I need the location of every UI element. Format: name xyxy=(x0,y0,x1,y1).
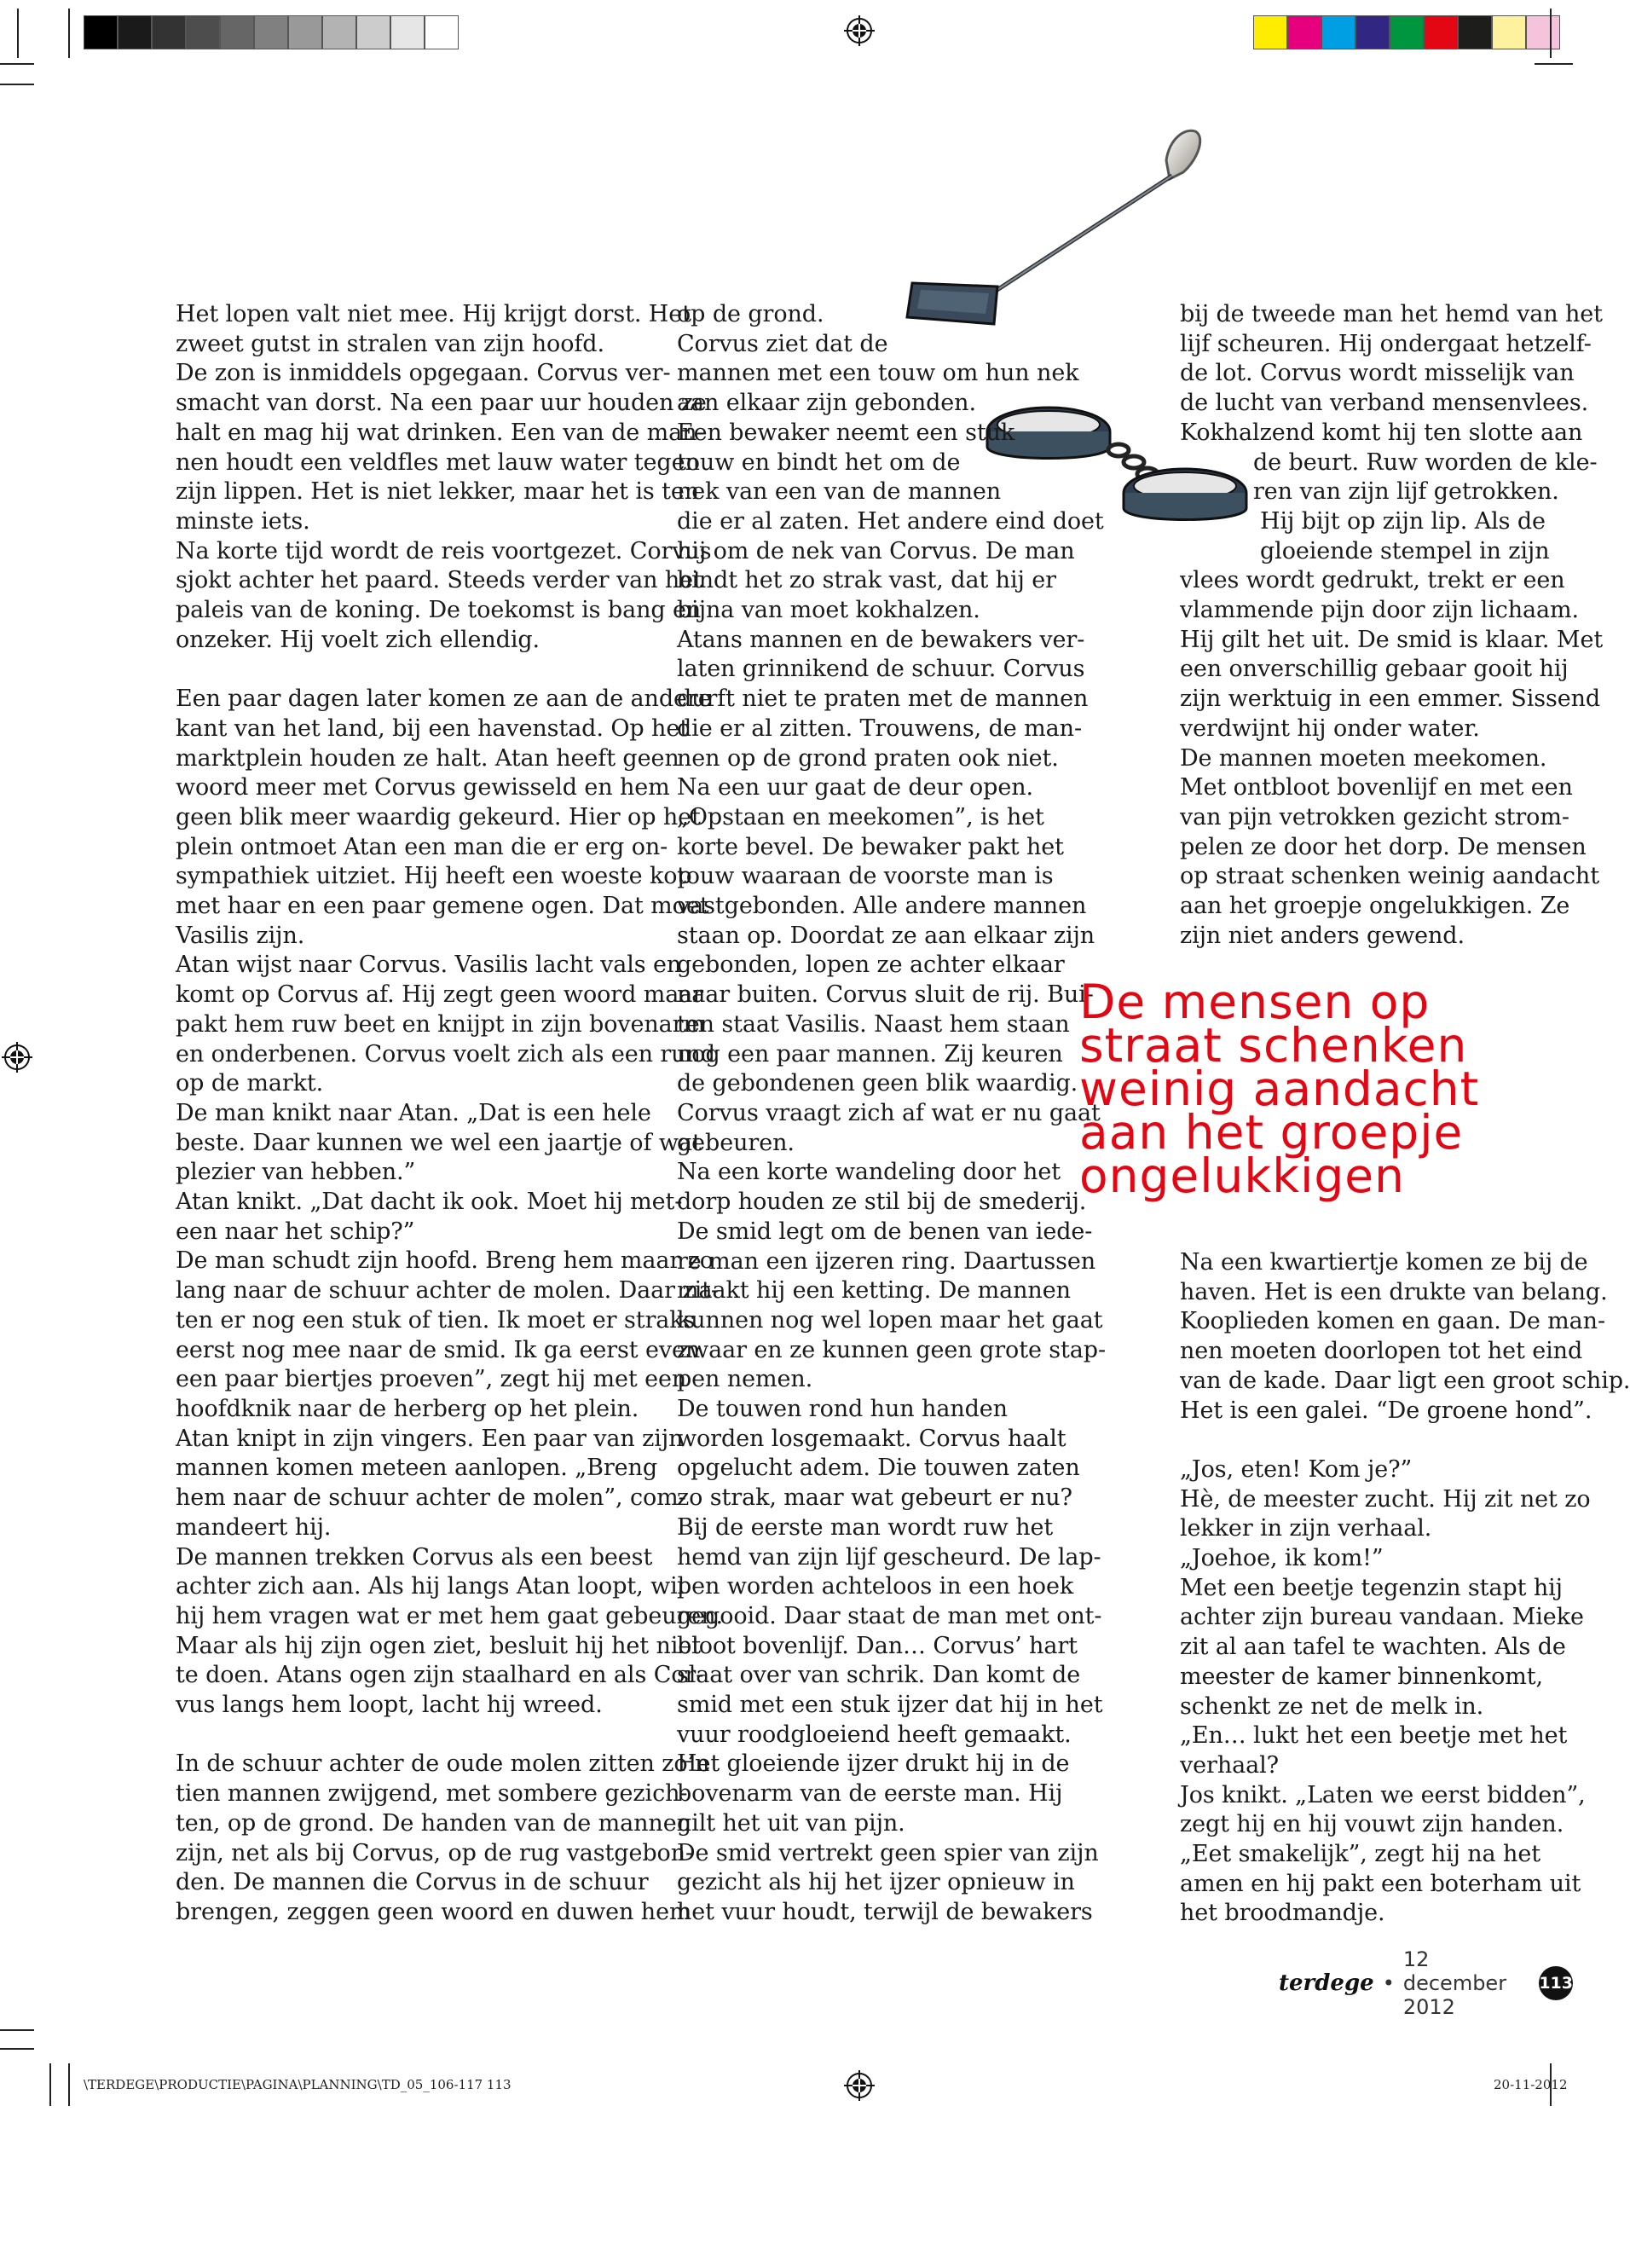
pull-quote-line: aan het groepje xyxy=(1079,1105,1464,1160)
text-line: bij de tweede man het hemd van het xyxy=(1180,301,1603,327)
article-column-right-bottom xyxy=(1180,1248,1630,1929)
text-line: gilt het uit van pijn. xyxy=(677,1809,905,1837)
crop-mark xyxy=(0,84,34,85)
text-line: Na een korte wandeling door het xyxy=(677,1159,1061,1186)
text-line: achter zijn bureau vandaan. Mieke xyxy=(1180,1604,1584,1631)
text-line: staan op. Doordat ze aan elkaar zijn xyxy=(677,922,1095,949)
footer-separator: • xyxy=(1382,1971,1395,1995)
text-line: De smid vertrekt geen spier van zijn xyxy=(677,1839,1099,1866)
text-line: de lot. Corvus wordt misselijk van xyxy=(1180,360,1575,387)
color-swatch xyxy=(152,15,186,49)
text-line: haven. Het is een drukte van belang. xyxy=(1180,1278,1608,1305)
text-line: De mannen trekken Corvus als een beest xyxy=(176,1543,653,1571)
text-line: het vuur houdt, terwijl de bewakers xyxy=(677,1898,1093,1925)
registration-target-icon xyxy=(844,15,875,46)
color-swatch xyxy=(1458,15,1492,49)
text-line: ren van zijn lijf getrokken. xyxy=(1253,478,1559,506)
text-line: achter zich aan. Als hij langs Atan loopt, wil xyxy=(176,1573,685,1600)
text-line: die er al zitten. Trouwens, de man- xyxy=(677,715,1082,742)
color-swatch xyxy=(425,15,459,49)
text-line: zweet gutst in stralen van zijn hoofd. xyxy=(176,330,604,357)
color-swatch xyxy=(84,15,118,49)
text-line: Hè, de meester zucht. Hij zit net zo xyxy=(1180,1485,1591,1513)
crop-mark xyxy=(0,63,34,65)
text-line: touw waaraan de voorste man is xyxy=(677,863,1054,890)
text-line: ten staat Vasilis. Naast hem staan xyxy=(677,1010,1070,1038)
text-line: zijn, net als bij Corvus, op de rug vastgebon- xyxy=(176,1839,694,1866)
text-line: korte bevel. De bewaker pakt het xyxy=(677,833,1064,860)
text-line: Met ontbloot bovenlijf en met een xyxy=(1180,774,1573,801)
text-line: zo strak, maar wat gebeurt er nu? xyxy=(677,1484,1072,1512)
color-swatch xyxy=(186,15,220,49)
color-swatch xyxy=(1253,15,1287,49)
color-swatch xyxy=(1492,15,1526,49)
text-line: gebonden, lopen ze achter elkaar xyxy=(677,952,1065,979)
text-line: mandeert hij. xyxy=(176,1513,332,1541)
color-swatch xyxy=(1390,15,1424,49)
text-line: die er al zaten. Het andere eind doet xyxy=(677,507,1104,535)
text-line: mannen komen meteen aanlopen. „Breng xyxy=(176,1455,658,1482)
text-line: De man knikt naar Atan. „Dat is een hele xyxy=(176,1099,651,1126)
text-line: De mannen moeten meekomen. xyxy=(1180,744,1547,772)
issue-date: 12 december 2012 xyxy=(1402,1947,1507,2019)
text-line: Hij bijt op zijn lip. Als de xyxy=(1260,507,1546,535)
text-line: De smid legt om de benen van iede- xyxy=(677,1218,1093,1245)
registration-target-icon xyxy=(844,2070,875,2101)
crop-mark xyxy=(0,2048,34,2050)
text-line: aan het groepje ongelukkigen. Ze xyxy=(1180,893,1570,920)
text-line: kunnen nog wel lopen maar het gaat xyxy=(677,1306,1103,1334)
text-line xyxy=(176,655,723,685)
text-line: te doen. Atans ogen zijn staalhard en als Cor- xyxy=(176,1662,704,1689)
text-line: Atan wijst naar Corvus. Vasilis lacht vals en xyxy=(176,952,682,979)
text-line: Na een kwartiertje komen ze bij de xyxy=(1180,1249,1588,1276)
text-line: De zon is inmiddels opgegaan. Corvus ver- xyxy=(176,360,671,387)
text-line: lijf scheuren. Hij ondergaat hetzelf- xyxy=(1180,330,1592,357)
text-line: „Eet smakelijk”, zegt hij na het xyxy=(1180,1841,1540,1868)
text-line: touw en bindt het om de xyxy=(677,448,961,476)
text-line: „En… lukt het een beetje met het xyxy=(1180,1722,1568,1750)
text-line: mannen met een touw om hun nek xyxy=(677,360,1079,387)
color-swatch xyxy=(1526,15,1560,49)
text-line: De touwen rond hun handen xyxy=(677,1396,1008,1423)
color-swatch xyxy=(356,15,390,49)
text-line: slaat over van schrik. Dan komt de xyxy=(677,1662,1081,1689)
crop-mark xyxy=(68,2063,70,2106)
text-line: beste. Daar kunnen we wel een jaartje of wat xyxy=(176,1129,702,1156)
text-line: durft niet te praten met de mannen xyxy=(677,686,1089,713)
text-line: kant van het land, bij een havenstad. Op het xyxy=(176,715,689,742)
text-line: Een paar dagen later komen ze aan de andere xyxy=(176,686,712,713)
color-swatch xyxy=(220,15,254,49)
text-line: opgelucht adem. Die touwen zaten xyxy=(677,1455,1080,1482)
text-line: gezicht als hij het ijzer opnieuw in xyxy=(677,1869,1075,1896)
text-line: zegt hij en hij vouwt zijn handen. xyxy=(1180,1811,1564,1838)
color-swatch xyxy=(1287,15,1321,49)
pull-quote-line: weinig aandacht xyxy=(1079,1062,1480,1116)
text-line: „Jos, eten! Kom je?” xyxy=(1180,1455,1413,1483)
grayscale-calibration-bar xyxy=(84,15,459,49)
text-line: hij hem vragen wat er met hem gaat gebeuren. xyxy=(176,1602,723,1629)
page-number: 113 xyxy=(1539,1966,1573,2000)
text-line: halt en mag hij wat drinken. Een van de man- xyxy=(176,419,705,446)
text-line: In de schuur achter de oude molen zitten zo’n xyxy=(176,1750,710,1778)
text-line: „Opstaan en meekomen”, is het xyxy=(677,803,1044,830)
text-line: bindt het zo strak vast, dat hij er xyxy=(677,567,1056,594)
text-line: onzeker. Hij voelt zich ellendig. xyxy=(176,626,540,653)
text-line: Vasilis zijn. xyxy=(176,922,305,949)
crop-mark xyxy=(17,9,19,58)
text-line: bloot bovenlijf. Dan… Corvus’ hart xyxy=(677,1632,1078,1659)
text-line: lekker in zijn verhaal. xyxy=(1180,1515,1432,1542)
text-line: op straat schenken weinig aandacht xyxy=(1180,863,1599,890)
text-line: amen en hij pakt een boterham uit xyxy=(1180,1870,1581,1897)
color-swatch xyxy=(1424,15,1458,49)
text-line: met haar en een paar gemene ogen. Dat moet xyxy=(176,893,709,920)
text-line: Na korte tijd wordt de reis voortgezet. Corvus xyxy=(176,537,712,564)
pull-quote xyxy=(1079,975,1480,1203)
text-line: Na een uur gaat de deur open. xyxy=(677,774,1033,801)
text-line: Atan knipt in zijn vingers. Een paar van zijn xyxy=(176,1425,684,1452)
text-line: brengen, zeggen geen woord en duwen hem xyxy=(176,1898,691,1925)
text-line xyxy=(1180,1426,1630,1455)
text-line: ten, op de grond. De handen van de mannen xyxy=(176,1809,691,1837)
slug-date: 20-11-2012 xyxy=(1494,2077,1568,2092)
text-line: re man een ijzeren ring. Daartussen xyxy=(677,1247,1096,1275)
text-line: lang naar de schuur achter de molen. Daar zit- xyxy=(176,1277,719,1305)
text-line: smid met een stuk ijzer dat hij in het xyxy=(677,1692,1103,1719)
text-line: De man schudt zijn hoofd. Breng hem maar zo xyxy=(176,1247,714,1275)
text-line: laten grinnikend de schuur. Corvus xyxy=(677,656,1085,683)
pull-quote-line: straat schenken xyxy=(1079,1018,1468,1073)
text-line: smacht van dorst. Na een paar uur houden ze xyxy=(176,390,707,417)
text-line: „Joehoe, ik kom!” xyxy=(1180,1545,1384,1572)
text-line: Corvus vraagt zich af wat er nu gaat xyxy=(677,1099,1101,1126)
article-column-middle xyxy=(677,300,1106,1928)
text-line: Maar als hij zijn ogen ziet, besluit hij het niet xyxy=(176,1632,701,1659)
text-line: zijn niet anders gewend. xyxy=(1180,922,1465,949)
text-line: Hij gilt het uit. De smid is klaar. Met xyxy=(1180,626,1604,653)
color-swatch xyxy=(322,15,356,49)
text-line: Een bewaker neemt een stuk xyxy=(677,419,1015,446)
text-line: paleis van de koning. De toekomst is bang en xyxy=(176,597,702,624)
text-line: zit al aan tafel te wachten. Als de xyxy=(1180,1634,1566,1661)
crop-mark xyxy=(1535,63,1573,65)
text-line: vlammende pijn door zijn lichaam. xyxy=(1180,597,1580,624)
text-line: sympathiek uitziet. Hij heeft een woeste kop xyxy=(176,863,692,890)
text-line: Atan knikt. „Dat dacht ik ook. Moet hij met- xyxy=(176,1189,683,1216)
text-line: op de grond. xyxy=(677,301,824,327)
text-line: en onderbenen. Corvus voelt zich als een rund xyxy=(176,1040,715,1067)
text-line: zwaar en ze kunnen geen grote stap- xyxy=(677,1336,1107,1363)
text-line: nog een paar mannen. Zij keuren xyxy=(677,1040,1063,1067)
text-line: nek van een van de mannen xyxy=(677,478,1002,506)
text-line: pen nemen. xyxy=(677,1366,813,1393)
color-calibration-bar xyxy=(1253,15,1560,49)
color-swatch xyxy=(1355,15,1390,49)
text-line: schenkt ze net de melk in. xyxy=(1180,1692,1484,1720)
text-line: hem naar de schuur achter de molen”, com- xyxy=(176,1484,686,1512)
pull-quote-line: De mensen op xyxy=(1079,975,1431,1029)
text-line: gloeiende stempel in zijn xyxy=(1260,537,1550,564)
text-line: Het gloeiende ijzer drukt hij in de xyxy=(677,1750,1070,1778)
text-line: zijn lippen. Het is niet lekker, maar het is ten xyxy=(176,478,700,506)
text-line: hoofdknik naar de herberg op het plein. xyxy=(176,1396,639,1422)
text-line: vlees wordt gedrukt, trekt er een xyxy=(1180,567,1565,594)
text-line: vuur roodgloeiend heeft gemaakt. xyxy=(677,1721,1072,1748)
crop-mark xyxy=(49,2063,51,2106)
text-line: tien mannen zwijgend, met sombere gezich- xyxy=(176,1780,688,1808)
color-swatch xyxy=(118,15,152,49)
text-line: maakt hij een ketting. De mannen xyxy=(677,1277,1071,1305)
registration-target-icon xyxy=(2,1042,32,1073)
text-line: dorp houden ze stil bij de smederij. xyxy=(677,1189,1087,1216)
text-line: nen op de grond praten ook niet. xyxy=(677,744,1059,772)
text-line: worden losgemaakt. Corvus haalt xyxy=(677,1425,1066,1452)
text-line: Jos knikt. „Laten we eerst bidden”, xyxy=(1180,1781,1586,1808)
text-line: meester de kamer binnenkomt, xyxy=(1180,1663,1544,1690)
text-line: verhaal? xyxy=(1180,1751,1280,1779)
text-line: hij om de nek van Corvus. De man xyxy=(677,537,1075,564)
page-footer xyxy=(1279,1947,1573,2019)
text-line: nen moeten doorlopen tot het eind xyxy=(1180,1338,1583,1365)
text-line: van pijn vetrokken gezicht strom- xyxy=(1180,803,1569,830)
pull-quote-line: ongelukkigen xyxy=(1079,1148,1405,1203)
text-line: pelen ze door het dorp. De mensen xyxy=(1180,833,1587,860)
text-line: de lucht van verband mensenvlees. xyxy=(1180,390,1589,417)
text-line: verdwijnt hij onder water. xyxy=(1180,715,1480,742)
text-line: hemd van zijn lijf gescheurd. De lap- xyxy=(677,1543,1101,1571)
magazine-brand: terdege xyxy=(1279,1970,1374,1996)
text-line: Atans mannen en de bewakers ver- xyxy=(677,626,1085,653)
text-line: Het is een galei. “De groene hond”. xyxy=(1180,1397,1592,1424)
text-line: Met een beetje tegenzin stapt hij xyxy=(1180,1574,1563,1601)
crop-mark xyxy=(68,9,70,58)
text-line: plein ontmoet Atan een man die er erg on- xyxy=(176,833,668,860)
text-line: nen houdt een veldfles met lauw water tegen xyxy=(176,448,700,476)
text-line: een naar het schip?” xyxy=(176,1218,415,1245)
text-line: vus langs hem loopt, lacht hij wreed. xyxy=(176,1692,603,1719)
text-line: van de kade. Daar ligt een groot schip. xyxy=(1180,1367,1630,1394)
text-line xyxy=(176,1721,723,1750)
text-line: geen blik meer waardig gekeurd. Hier op het xyxy=(176,803,701,830)
text-line: op de markt. xyxy=(176,1070,324,1097)
color-swatch xyxy=(288,15,322,49)
text-line: gegooid. Daar staat de man met ont- xyxy=(677,1602,1102,1629)
crop-mark xyxy=(1550,9,1552,58)
text-line: komt op Corvus af. Hij zegt geen woord maar xyxy=(176,981,704,1009)
text-line: Kooplieden komen en gaan. De man- xyxy=(1180,1308,1605,1335)
text-line: ten er nog een stuk of tien. Ik moet er straks xyxy=(176,1306,696,1334)
text-line: bovenarm van de eerste man. Hij xyxy=(677,1780,1063,1808)
color-swatch xyxy=(254,15,288,49)
text-line: sjokt achter het paard. Steeds verder van het xyxy=(176,567,702,594)
article-column-left xyxy=(176,300,723,1928)
article-column-right-top xyxy=(1180,300,1603,951)
text-line: plezier van hebben.” xyxy=(176,1159,416,1186)
text-line: het broodmandje. xyxy=(1180,1900,1385,1927)
text-line: Bij de eerste man wordt ruw het xyxy=(677,1513,1054,1541)
text-line: de gebondenen geen blik waardig. xyxy=(677,1070,1078,1097)
text-line: pakt hem ruw beet en knijpt in zijn bovenarm xyxy=(176,1010,705,1038)
slug-path: \TERDEGE\PRODUCTIE\PAGINA\PLANNING\TD_05_106-117 113 xyxy=(84,2077,512,2092)
text-line: minste iets. xyxy=(176,507,310,535)
text-line: een paar biertjes proeven”, zegt hij met een xyxy=(176,1366,687,1393)
text-line: Corvus ziet dat de xyxy=(677,330,888,357)
text-line: zijn werktuig in een emmer. Sissend xyxy=(1180,686,1601,713)
text-line: den. De mannen die Corvus in de schuur xyxy=(176,1869,649,1896)
text-line: eerst nog mee naar de smid. Ik ga eerst even xyxy=(176,1336,701,1363)
text-line: naar buiten. Corvus sluit de rij. Bui- xyxy=(677,981,1094,1009)
text-line: de beurt. Ruw worden de kle- xyxy=(1253,448,1598,476)
text-line: een onverschillig gebaar gooit hij xyxy=(1180,656,1569,683)
text-line: pen worden achteloos in een hoek xyxy=(677,1573,1074,1600)
crop-mark xyxy=(0,2029,34,2031)
text-line: vastgebonden. Alle andere mannen xyxy=(677,893,1087,920)
text-line: woord meer met Corvus gewisseld en hem xyxy=(176,774,670,801)
text-line: bijna van moet kokhalzen. xyxy=(677,597,980,624)
text-line: gebeuren. xyxy=(677,1129,795,1156)
text-line: Kokhalzend komt hij ten slotte aan xyxy=(1180,419,1583,446)
text-line: aan elkaar zijn gebonden. xyxy=(677,390,976,417)
text-line: marktplein houden ze halt. Atan heeft geen xyxy=(176,744,679,772)
color-swatch xyxy=(390,15,425,49)
text-line: Het lopen valt niet mee. Hij krijgt dorst. Het xyxy=(176,301,691,327)
color-swatch xyxy=(1321,15,1355,49)
